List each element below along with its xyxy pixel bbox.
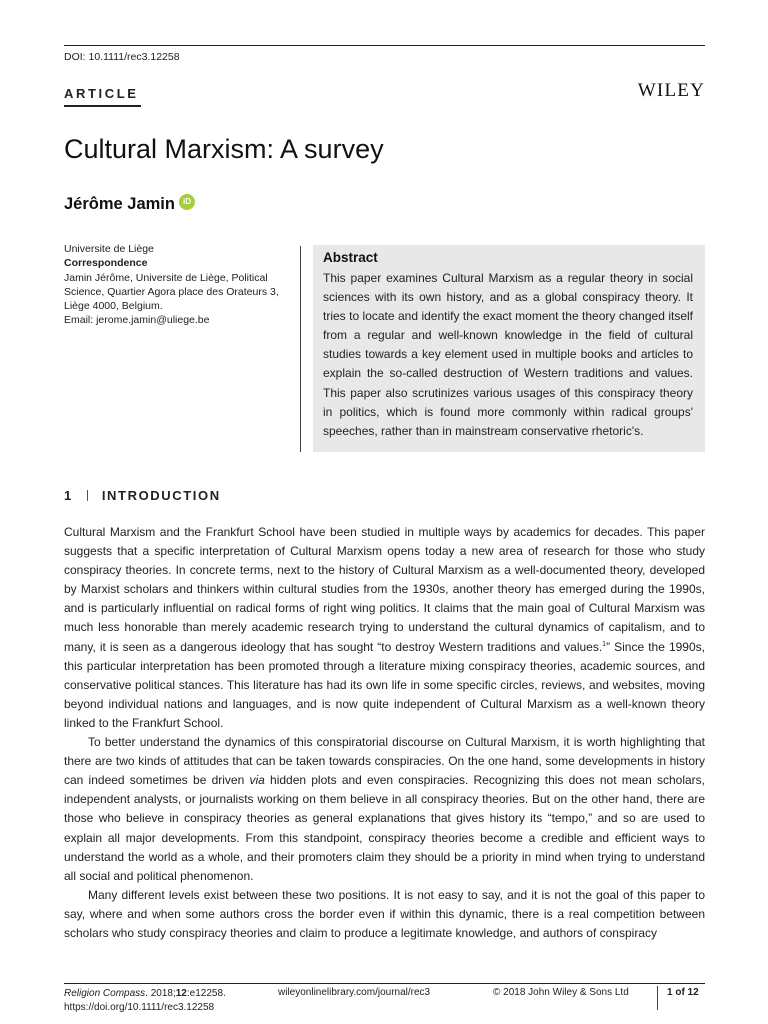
paragraph: Many different levels exist between these two positions. It is not easy to say, and it is not the goal of this paper to say, where and when some authors cross the border even if within this dynamic, there is a real competition between scholars who study conspiracy theories and claim to produce a legitimate knowledge, and authors of conspiracy xyxy=(64,887,705,940)
correspondence-heading: Correspondence xyxy=(64,257,148,270)
author-email[interactable]: Email: jerome.jamin@uliege.be xyxy=(64,314,210,327)
footnote-ref[interactable]: 1 xyxy=(602,640,607,648)
body-text xyxy=(64,523,705,943)
paragraph xyxy=(64,523,705,733)
footer-citation xyxy=(64,987,226,1014)
publisher-logo: WILEY xyxy=(637,80,705,101)
abstract-box xyxy=(313,245,705,452)
author-row xyxy=(64,195,195,214)
correspondence-line: Science, Quartier Agora place des Orateurs 3, xyxy=(64,285,279,298)
paragraph-text: Cultural Marxism and the Frankfurt School have been studied in multiple ways by academics for decades. This paper suggests that a specific interpretation of Cultural Marxism opens today a new area of research for those who study conspiracy theories. In concrete terms, next to the history of Cultural Marxism as a well-documented theory, developed by Marxist scholars and thinkers within cultural studies from the 1930s, another theory has emerged during the 1990s, and is particularly influential on radical forms of right wing politics. It claims that the main goal of Cultural Marxism was much less honorable than merely academic research trying to understand the cultural dynamics of capitalism, and to many, it is seen as a dangerous ideology that has sought “to destroy Western traditions and values. xyxy=(64,525,705,654)
abstract-text: This paper examines Cultural Marxism as a regular theory in social sciences with its own history, and as a global conspiracy theory. It tries to locate and identify the exact moment the theory changed itself from a regular and well-known knowledge in the field of cultural studies towards a key element used in multiple books and articles to explain the so-called destruction of Western traditions and values. This paper also scrutinizes various usages of this conspiracy theory in politics, which is found more commonly within radical groups' speeches, rather than in mainstream conservative rhetoric's. xyxy=(323,271,693,438)
institution: Universite de Liège xyxy=(64,243,154,255)
citation-year: . 2018; xyxy=(145,988,176,999)
section-separator xyxy=(87,490,88,501)
section-heading xyxy=(64,488,221,503)
doi-link[interactable]: DOI: 10.1111/rec3.12258 xyxy=(64,51,180,63)
author-name[interactable]: Jérôme Jamin xyxy=(64,195,175,213)
journal-url-link[interactable]: wileyonlinelibrary.com/journal/rec3 xyxy=(278,987,431,998)
affiliation-block xyxy=(64,242,296,328)
correspondence-line: Liège 4000, Belgium. xyxy=(64,300,163,313)
footer-doi-link[interactable]: https://doi.org/10.1111/rec3.12258 xyxy=(64,1001,215,1013)
journal-name: Religion Compass xyxy=(64,988,146,999)
orcid-icon[interactable]: iD xyxy=(179,194,195,210)
article-label-underline xyxy=(64,105,141,107)
header-rule xyxy=(64,45,705,46)
section-number: 1 xyxy=(64,488,73,503)
citation-article-id: :e12258. xyxy=(186,988,226,999)
paper-title: Cultural Marxism: A survey xyxy=(64,134,384,164)
article-type-label: ARTICLE xyxy=(64,86,139,101)
copyright-notice: © 2018 John Wiley & Sons Ltd xyxy=(493,987,629,998)
correspondence-line: Jamin Jérôme, Universite de Liège, Political xyxy=(64,271,268,284)
footer-divider xyxy=(657,986,658,1010)
footer-rule xyxy=(64,983,705,984)
citation-volume: 12 xyxy=(175,988,187,999)
emphasis: via xyxy=(249,773,265,788)
paragraph-text: To better understand the dynamics of this conspiratorial discourse on Cultural Marxism, it is worth highlighting that there are two kinds of attitudes that can be taken towards conspiracies. On the one hand, some developments in history can indeed sometimes be driven xyxy=(64,735,705,788)
abstract-heading: Abstract xyxy=(323,250,378,265)
column-divider xyxy=(300,246,301,452)
paragraph xyxy=(64,733,705,886)
section-title: INTRODUCTION xyxy=(101,488,221,503)
paragraph-text: hidden plots and even conspiracies. Recognizing this does not mean scholars, independent analysts, or journalists working on them believe in all conspiracy theories. But on the other hand, there are those who believe in conspiracy theories as general explanations that gives history its “tempo,” and so are used to explain all major developments. From this standpoint, conspiracy theories become a credible and efficient ways to understand the world as a whole, and their promoters claim they should be a priority in mind when trying to understand all social and political phenomenon. xyxy=(64,773,705,883)
page-number: 1 of 12 xyxy=(667,987,699,998)
paragraph-text: ” Since the 1990s, this particular interpretation has been promoted through a literature mixing conspiracy theories, academic sources, and conservative political stances. This literature has had its own life in some specific circles, reviews, and websites, moving beyond individual nations and languages, and is now quite independent of Cultural Marxism as a well-known theory linked to the Frankfurt School. xyxy=(64,639,705,730)
